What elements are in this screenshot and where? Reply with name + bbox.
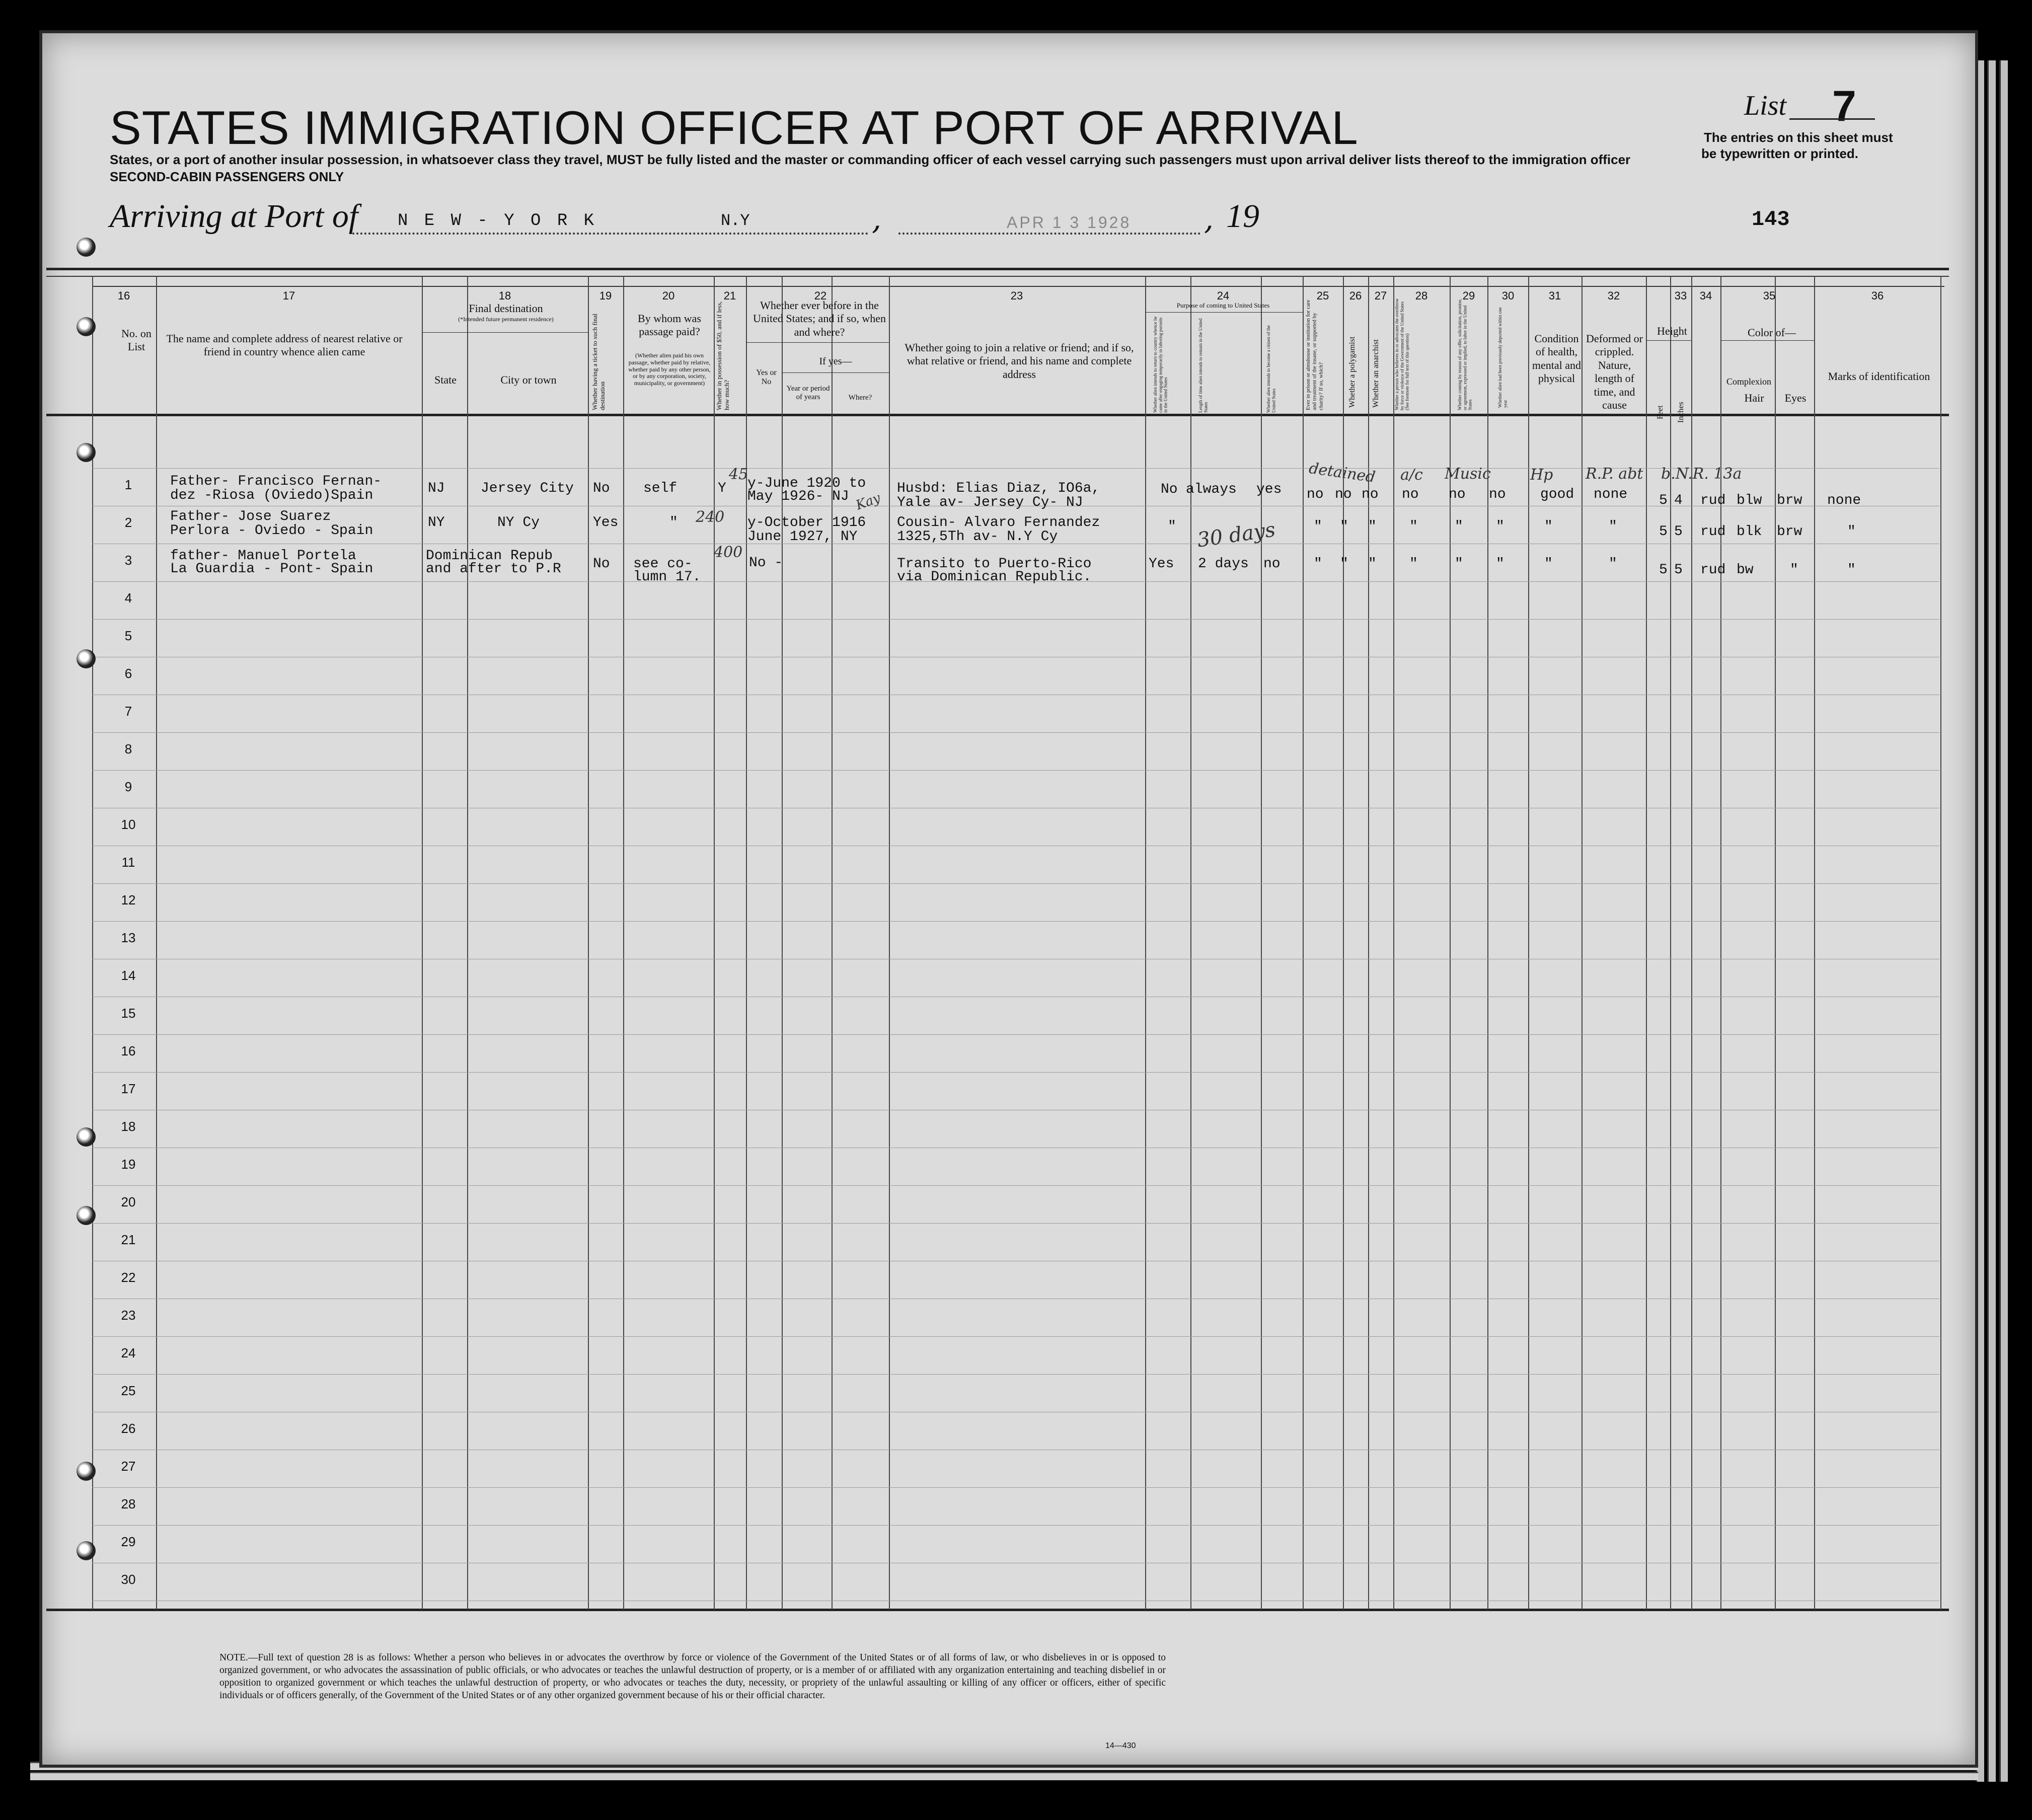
row2-q26: " (1340, 519, 1348, 535)
binder-hole (77, 443, 96, 462)
column-divider (422, 276, 423, 1610)
row1-marks: none (1827, 493, 1861, 508)
row1-joining-line2: Yale av- Jersey Cy- NJ (897, 495, 1083, 510)
header-final-destination-note: (*Intended future permanent residence) (458, 316, 554, 323)
row3-state: Dominican Repub (426, 548, 553, 564)
column-number: 27 (1374, 289, 1387, 302)
row3-purpose-b: 2 days (1198, 556, 1249, 572)
row2-health: " (1544, 519, 1553, 535)
column-number: 22 (814, 289, 827, 302)
row-number: 27 (121, 1459, 136, 1474)
row-number: 4 (124, 590, 132, 605)
header-height: Height (1657, 325, 1687, 337)
header-inches: Inches (1676, 402, 1685, 423)
column-divider (1940, 276, 1941, 1610)
header-final-destination: Final destination (469, 302, 543, 315)
row2-purpose-b-handwritten: 30 days (1195, 518, 1277, 552)
row2-q30: " (1496, 519, 1504, 535)
row2-q29: " (1455, 519, 1463, 535)
page-number: 143 (1752, 207, 1790, 232)
list-underline (1789, 118, 1875, 120)
row1-annotation-3: Music (1445, 465, 1491, 483)
header-q30: Whether alien had been previously deported within one year (1497, 307, 1508, 408)
row1-annotation-4: Hp (1530, 466, 1553, 484)
row3-purpose-a: Yes (1149, 556, 1174, 572)
row3-relative-line1: father- Manuel Portela (170, 548, 356, 564)
header-purpose: Purpose of coming to United States (1176, 301, 1270, 309)
row-ruling (92, 883, 1939, 884)
row1-purpose-b: always (1186, 482, 1237, 497)
comma-2: , (1204, 201, 1214, 237)
row3-deformed: " (1609, 556, 1617, 572)
row1-purpose-a: No (1161, 482, 1178, 497)
row1-deformed: none (1594, 487, 1628, 502)
column-divider (1261, 276, 1262, 1610)
row1-q28: no (1402, 487, 1419, 502)
column-divider (1528, 276, 1529, 1610)
header-marks: Marks of identification (1828, 370, 1930, 383)
column-divider (1190, 276, 1191, 1610)
header-passage-paid-note: (Whether alien paid his own passage, whether paid by relative, whether paid by any other person, or by any corporation, society, municipality, or government) (628, 352, 711, 387)
column-number: 33 (1674, 289, 1687, 302)
row3-complexion: rud (1700, 562, 1726, 578)
column-number: 34 (1699, 289, 1712, 302)
header-condition: Condition of health, mental and physical (1532, 332, 1582, 385)
row1-paid: self (643, 481, 678, 496)
header-prison: Ever in prison or almshouse or institution for care and treatment of the insane, or supported by charity? If so, which? (1305, 299, 1324, 410)
row-number: 5 (124, 628, 132, 643)
column-number: 19 (599, 289, 612, 302)
page-edge-right-2 (1987, 60, 1996, 1782)
row1-annotation-5: R.P. abt (1586, 465, 1643, 483)
row2-joining-line1: Cousin- Alvaro Fernandez (897, 515, 1100, 530)
row1-before-line2: May 1926- NJ (747, 489, 849, 504)
header-joining: Whether going to join a relative or friend; and if so, what relative or friend, and his name and complete address (905, 341, 1134, 381)
row1-relative-line1: Father- Francisco Fernan- (170, 474, 382, 489)
header-purpose-c: Whether alien intends to become a citizen of the United States (1266, 325, 1276, 413)
header-polygamist: Whether a polygamist (1348, 336, 1357, 408)
row-ruling (92, 1185, 1939, 1186)
row-ruling (92, 1072, 1939, 1073)
row-number: 6 (124, 666, 132, 681)
header-city: City or town (500, 373, 557, 386)
port-state: N.Y (721, 211, 750, 230)
header-subdivider (1646, 340, 1691, 341)
footnote: NOTE.—Full text of question 28 is as follows: Whether a person who believes in or advocates the overthrow by force or violence of the Government of the United States or of all forms of law, or who disbelieves in or is opposed to organized government, or who advocates the assassination of public officials, or who advocates or teaches the unlawful destruction of property, or is a member of or affiliated with any organization entertaining and teaching disbelief in or opposition to organized government or which teaches the unlawful destruction of property, or who advocates or teaches the duty, necessity, or propriety of the unlawful assaulting or killing of any officer or officers, either of specific individuals or of officers generally, of the Government of the United States or of any other organized government because of his or their official character. (219, 1652, 1166, 1701)
binder-hole (77, 1206, 96, 1225)
header-subdivider (746, 342, 889, 343)
row2-q27: " (1368, 519, 1377, 535)
row-number: 15 (121, 1006, 136, 1021)
column-divider (1646, 276, 1647, 1610)
row1-purpose-c: yes (1256, 482, 1282, 497)
row1-complexion: rud (1700, 493, 1726, 508)
cabin-class: SECOND-CABIN PASSENGERS ONLY (110, 169, 344, 184)
header-q28: Whether a person who believes in or advocates the overthrow by force or violence of the Government of the United States (See footnote for full text of this question) (1394, 298, 1410, 410)
row-number: 18 (121, 1119, 136, 1134)
binder-hole (77, 1127, 96, 1147)
column-number: 16 (117, 289, 130, 302)
header-complexion: Complexion (1726, 376, 1771, 387)
row2-q28: " (1409, 519, 1418, 535)
row3-q28: " (1409, 556, 1418, 572)
row1-money: Y (718, 481, 726, 496)
row-number: 25 (121, 1383, 136, 1398)
subtitle: States, or a port of another insular possession, in whatsoever class they travel, MUST be fully listed and the master or commanding officer of each vessel carrying such passengers must upon arrival deliver lists thereof to the immigration officer (110, 152, 1631, 167)
header-color-of: Color of— (1748, 326, 1796, 339)
header-subdivider (1720, 340, 1814, 341)
table-bottom-rule (46, 1609, 1949, 1611)
binder-hole (77, 1462, 96, 1481)
row-ruling (92, 619, 1939, 620)
header-ticket: Whether having a ticket to such final destination (591, 313, 606, 410)
row2-before-line1: y-October 1916 (747, 515, 866, 530)
row1-hair: blw (1737, 493, 1762, 508)
instruction-line-1: The entries on this sheet must (1704, 130, 1893, 145)
header-feet: Feet (1655, 405, 1665, 419)
row2-feet: 5 (1659, 524, 1668, 540)
header-subdivider (782, 372, 889, 373)
row3-inches: 5 (1674, 562, 1683, 578)
port-dotted-line (352, 233, 868, 235)
row2-state: NY (428, 515, 445, 530)
table-top-rule-2 (46, 276, 1949, 277)
row3-paid-2: lumn 17. (633, 569, 701, 585)
row3-joining-line1: Transito to Puerto-Rico (897, 556, 1092, 572)
row1-annotation-detained: detained (1308, 459, 1377, 487)
row3-q27: " (1368, 556, 1377, 572)
header-purpose-a: Whether alien intends to return to country whence he came after engaging temporarily in laboring pursuits in the United States (1153, 316, 1168, 413)
row1-before-handwritten: Kay (854, 490, 883, 513)
row1-health: good (1540, 487, 1574, 502)
header-subdivider (422, 332, 588, 333)
date-stamp: APR 1 3 1928 (1007, 213, 1132, 232)
header-passage-paid: By whom was passage paid? (638, 312, 701, 338)
row2-q25: " (1314, 519, 1322, 535)
column-divider (1145, 276, 1146, 1610)
row-number: 20 (121, 1194, 136, 1209)
column-number: 32 (1607, 289, 1620, 302)
header-if-yes: If yes— (819, 356, 852, 367)
row1-money-handwritten: 45 (729, 466, 748, 483)
row1-annotation-6: b.N.R. 13a (1661, 465, 1742, 483)
column-number: 24 (1217, 289, 1230, 302)
row2-purpose-a: " (1168, 519, 1176, 535)
row-number: 3 (124, 553, 132, 568)
row1-q27: no (1362, 487, 1379, 502)
header-purpose-b: Length of time alien intends to remain in the United States (1198, 318, 1209, 413)
column-divider (1582, 276, 1583, 1610)
header-relative: The name and complete address of nearest relative or friend in country whence alien came (166, 332, 403, 358)
header-deformed: Deformed or crippled. Nature, length of time, and cause (1586, 332, 1643, 411)
row1-q30: no (1489, 487, 1506, 502)
row2-marks: " (1847, 524, 1856, 540)
row-number: 1 (124, 477, 132, 492)
page-edge-right-3 (1999, 60, 2008, 1782)
row2-money-handwritten: 240 (696, 508, 725, 526)
row1-q26: no (1335, 487, 1352, 502)
row1-feet: 5 (1659, 493, 1668, 508)
header-anarchist: Whether an anarchist (1372, 339, 1380, 408)
row-number: 10 (121, 817, 136, 832)
row-number: 23 (121, 1308, 136, 1323)
row-ruling (92, 921, 1939, 922)
row3-q26: " (1340, 556, 1348, 572)
date-dotted-line (898, 233, 1200, 235)
row1-state: NJ (428, 481, 445, 496)
row1-q25: no (1307, 487, 1324, 502)
row-ruling (92, 770, 1939, 771)
column-number: 21 (723, 289, 736, 302)
row-number: 12 (121, 892, 136, 907)
row3-joining-line2: via Dominican Republic. (897, 569, 1092, 585)
row-ruling (92, 732, 1939, 733)
column-number: 29 (1462, 289, 1475, 302)
column-divider (714, 276, 715, 1610)
row3-q25: " (1314, 556, 1322, 572)
row1-annotation-2: a/c (1400, 466, 1423, 484)
row-number: 13 (121, 930, 136, 945)
header-no-on-list: No. on List (121, 327, 152, 353)
row1-before-line1: y-June 1920 to (747, 476, 866, 491)
column-number: 20 (662, 289, 675, 302)
row3-marks: " (1847, 562, 1856, 578)
row-ruling (92, 1487, 1939, 1488)
column-number: 25 (1316, 289, 1329, 302)
row1-inches: 4 (1674, 493, 1683, 508)
row-number: 16 (121, 1043, 136, 1058)
row1-q29: no (1449, 487, 1466, 502)
row3-relative-line2: La Guardia - Pont- Spain (170, 561, 373, 577)
table-top-rule (46, 268, 1949, 270)
row2-hair: blk (1737, 524, 1762, 540)
row-number: 11 (121, 855, 135, 870)
form-number: 14—430 (1105, 1741, 1136, 1750)
row-number: 19 (121, 1157, 136, 1172)
row-number: 14 (121, 968, 136, 983)
row-number: 2 (124, 515, 132, 530)
row3-city: and after to P.R (426, 561, 561, 577)
row3-purpose-c: no (1263, 556, 1281, 572)
list-label: List (1744, 90, 1787, 121)
column-divider (1393, 276, 1394, 1610)
row-number: 26 (121, 1421, 136, 1436)
header-possession-50: Whether in possession of $50, and if less, how much? (715, 301, 730, 410)
page-title: STATES IMMIGRATION OFFICER AT PORT OF ARRIVAL (110, 101, 1359, 154)
row2-city: NY Cy (497, 515, 540, 530)
row-number: 28 (121, 1496, 136, 1511)
column-number: 23 (1010, 289, 1023, 302)
row3-paid: see co- (633, 556, 693, 572)
column-number-rule (92, 286, 1944, 287)
header-yes-or-no: Yes or No (756, 368, 777, 387)
header-hair: Hair (1744, 392, 1764, 404)
row2-relative-line2: Perlora - Oviedo - Spain (170, 523, 373, 539)
row-number: 17 (121, 1081, 136, 1096)
row3-hair: bw (1737, 562, 1754, 578)
instruction-line-2: be typewritten or printed. (1701, 146, 1859, 161)
row2-complexion: rud (1700, 524, 1726, 540)
row-number: 8 (124, 741, 132, 756)
row1-ticket: No (593, 481, 610, 496)
column-divider (92, 276, 93, 1610)
row-ruling (92, 1223, 1939, 1224)
header-ever-before: Whether ever before in the United States; and if so, when and where? (753, 299, 886, 338)
row3-ticket: No (593, 556, 610, 572)
row-number: 21 (121, 1232, 136, 1247)
row3-money-handwritten: 400 (714, 544, 743, 561)
list-number: 7 (1832, 82, 1856, 130)
row-number: 24 (121, 1345, 136, 1360)
binder-hole (77, 649, 96, 668)
row2-joining-line2: 1325,5Th av- N.Y Cy (897, 529, 1058, 545)
column-number: 31 (1548, 289, 1561, 302)
row2-eyes: brw (1777, 524, 1802, 540)
row2-before-line2: June 1927, NY (747, 529, 858, 545)
row2-ticket: Yes (593, 515, 619, 530)
column-divider (1303, 276, 1304, 1610)
row3-health: " (1544, 556, 1553, 572)
column-number: 28 (1415, 289, 1428, 302)
row-ruling (92, 1336, 1939, 1337)
header-where: Where? (848, 394, 872, 402)
port-name: N E W - Y O R K (398, 211, 597, 231)
column-number: 26 (1349, 289, 1362, 302)
row1-eyes: brw (1777, 493, 1802, 508)
row-ruling (92, 1034, 1939, 1035)
row2-paid: " (669, 515, 678, 530)
column-divider (467, 276, 468, 1610)
year-prefix: 19 (1226, 198, 1259, 235)
comma: , (872, 201, 882, 237)
row1-joining-line1: Husbd: Elias Diaz, IO6a, (897, 481, 1100, 496)
header-subdivider (1145, 312, 1303, 313)
row-number: 9 (124, 779, 132, 794)
header-q29: Whether coming by reason of any offer, solicitation, promise, or agreement, expressed or implied, to labor in the United States (1457, 298, 1473, 410)
row3-feet: 5 (1659, 562, 1668, 578)
binder-hole (77, 1541, 96, 1560)
column-divider (156, 276, 157, 1610)
row3-q30: " (1496, 556, 1504, 572)
column-number: 35 (1763, 289, 1776, 302)
column-divider (588, 276, 589, 1610)
row2-inches: 5 (1674, 524, 1683, 540)
row2-relative-line1: Father- Jose Suarez (170, 509, 331, 524)
column-number: 17 (282, 289, 295, 302)
row-number: 30 (121, 1572, 136, 1587)
column-divider (1775, 276, 1776, 1610)
column-divider (623, 276, 624, 1610)
header-year-period: Year or period of years (786, 385, 830, 402)
row3-eyes: " (1790, 562, 1798, 578)
header-eyes: Eyes (1784, 392, 1807, 404)
row3-before: No - (749, 555, 783, 571)
binder-hole (77, 238, 96, 257)
row1-relative-line2: dez -Riosa (Oviedo)Spain (170, 488, 373, 503)
arriving-label: Arriving at Port of (110, 198, 358, 235)
column-divider (889, 276, 890, 1610)
row3-q29: " (1455, 556, 1463, 572)
row-number: 22 (121, 1270, 136, 1285)
page-edge-bottom-2 (30, 1772, 1978, 1780)
row-number: 7 (124, 704, 132, 719)
binder-hole (77, 317, 96, 336)
row2-deformed: " (1609, 519, 1617, 535)
column-number: 30 (1501, 289, 1515, 302)
row-number: 29 (121, 1534, 136, 1549)
column-divider (1814, 276, 1815, 1610)
header-state: State (434, 373, 457, 386)
row-ruling (92, 1525, 1939, 1526)
column-number: 36 (1871, 289, 1884, 302)
row1-city: Jersey City (481, 481, 574, 496)
column-number: 18 (498, 289, 511, 302)
row-ruling (92, 1374, 1939, 1375)
